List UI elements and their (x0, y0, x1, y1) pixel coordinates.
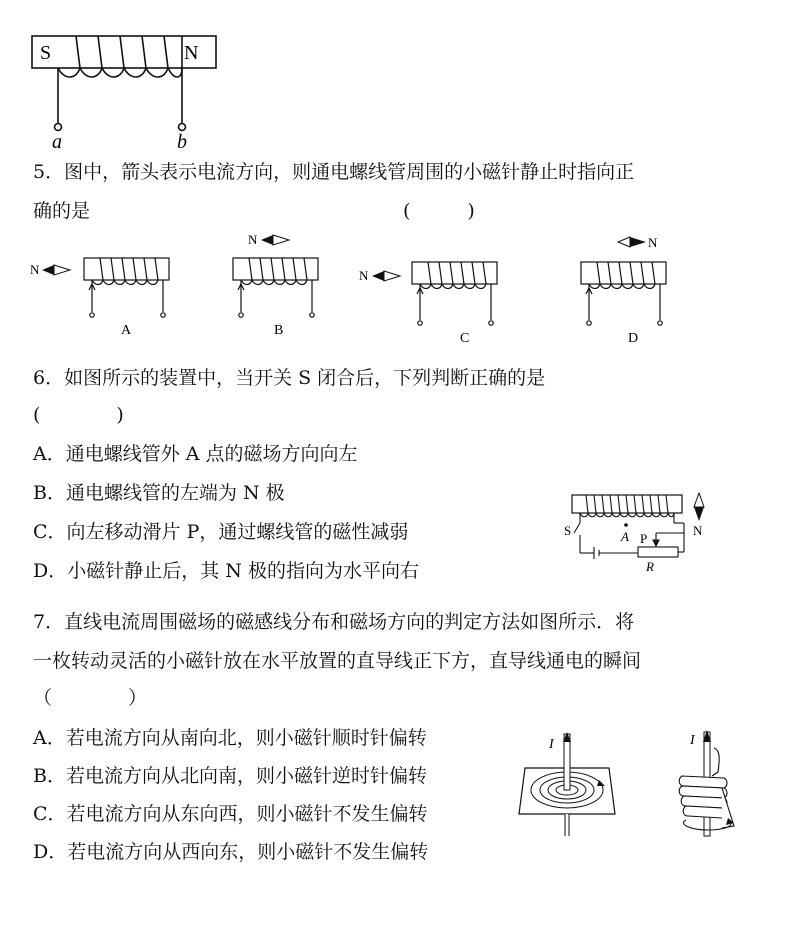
terminal-b-label: b (177, 131, 187, 153)
q5-line1: 5．图中，箭头表示电流方向，则通电螺线管周围的小磁针静止时指向正 (33, 161, 635, 183)
needle-n-label-d: N (648, 235, 658, 250)
q6-option-c: C．向左移动滑片 P，通过螺线管的磁性减弱 (33, 521, 409, 543)
q6-answer-blank: ( ) (33, 404, 124, 426)
q6-option-d: D．小磁针静止后，其 N 极的指向为水平向右 (33, 560, 419, 582)
q5-figure-b (233, 232, 318, 338)
q7-answer-blank: （ ） (33, 687, 148, 709)
q5-line2: 确的是 (33, 200, 91, 222)
point-a-label: A (621, 529, 629, 544)
q7-field-lines-figure (515, 728, 620, 840)
needle-n-label-b: N (248, 232, 258, 247)
q7-option-a: A．若电流方向从南向北，则小磁针顺时针偏转 (33, 727, 427, 749)
magnet-s-label: S (40, 42, 52, 64)
needle-n-label-c: N (359, 268, 369, 283)
slider-p-label: P (640, 531, 648, 546)
q7-option-d: D．若电流方向从西向东，则小磁针不发生偏转 (33, 841, 429, 863)
q5-label-d: D (628, 331, 639, 346)
q7-line2: 一枚转动灵活的小磁针放在水平放置的直导线正下方，直导线通电的瞬间 (33, 650, 642, 672)
q5-label-c: C (460, 331, 470, 346)
q7-line1: 7．直线电流周围磁场的磁感线分布和磁场方向的判定方法如图所示．将 (33, 611, 635, 633)
q5-label-a: A (121, 323, 132, 338)
current-i-label-1: I (549, 737, 554, 752)
q7-option-b: B．若电流方向从北向南，则小磁针逆时针偏转 (33, 765, 427, 787)
current-i-label-2: I (690, 733, 695, 748)
q5-figure-a (30, 258, 169, 338)
rheostat-r-label: R (646, 559, 654, 574)
q6-stem: 6．如图所示的装置中，当开关 S 闭合后，下列判断正确的是 (33, 367, 546, 389)
q5-figures (28, 228, 728, 348)
q6-option-b: B．通电螺线管的左端为 N 极 (33, 482, 285, 504)
switch-s-label: S (564, 523, 572, 538)
q5-label-b: B (274, 323, 284, 338)
terminal-a-label: a (52, 131, 62, 153)
q5-figure-c (359, 262, 497, 346)
q5-figure-d (581, 235, 666, 346)
compass-n-label: N (693, 523, 703, 538)
q7-option-c: C．若电流方向从东向西，则小磁针不发生偏转 (33, 803, 428, 825)
top-solenoid-figure (28, 28, 228, 153)
q7-right-hand-figure (668, 728, 748, 840)
q5-answer-blank: ( ) (403, 200, 475, 222)
needle-n-label-a: N (30, 262, 40, 277)
q6-option-a: A．通电螺线管外 A 点的磁场方向向左 (33, 443, 358, 465)
magnet-n-label: N (184, 42, 199, 64)
q6-circuit-figure (560, 485, 710, 577)
